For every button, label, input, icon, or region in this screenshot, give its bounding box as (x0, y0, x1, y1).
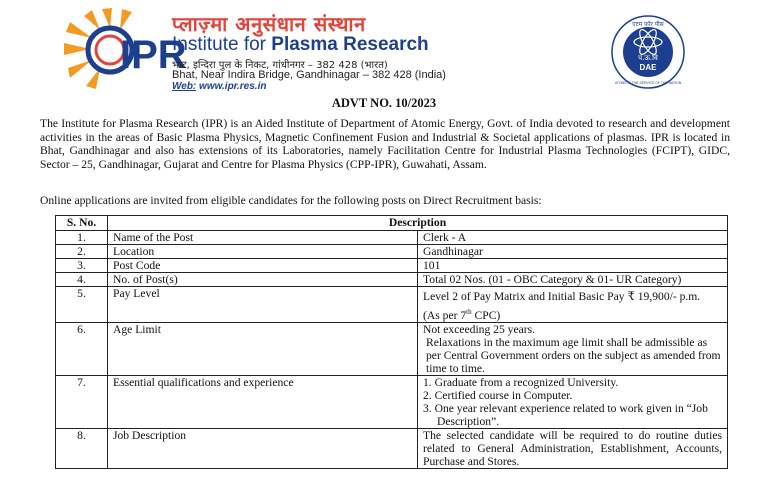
row-number: 1. (56, 231, 108, 245)
table-row (56, 245, 728, 259)
table-row (56, 273, 728, 287)
table-row (56, 287, 728, 323)
row-number: 6. (56, 322, 108, 375)
table-header-row (56, 216, 728, 231)
website-label: Web: (172, 81, 197, 92)
row-value: The selected candidate will be required to do routine duties related to General Administration, Establishment, Accounts, Purchase and Stores. (418, 428, 728, 468)
cpc-prefix: (As per 7 (423, 308, 467, 322)
row-number: 8. (56, 428, 108, 468)
list-item: 3. One year relevant experience related to work given in “Job Description”. (423, 401, 708, 428)
cpc-suffix: CPC) (471, 308, 501, 322)
intro-paragraph: The Institute for Plasma Research (IPR) is an Aided Institute of Department of Atomic Energy, Govt. of India devoted to research and development activities in the areas of Basic Plasma Physics, Magnetic Confinement Fusion and Industrial & Societal applications of plasmas. IPR is located in Bhat, Gandhinagar and also has extensions of its Laboratories, namely Facilitation Centre for Industrial Plasma Technologies (FCIPT), GIDC, Sector – 25, Gandhinagar, Gujarat and Centre for Plasma Physics (CPP-IPR), Guwahati, Assam. (40, 117, 730, 171)
address-english: Bhat, Near Indira Bridge, Gandhinagar – 382 428 (India) (172, 69, 446, 81)
header-sno: S. No. (56, 216, 108, 231)
age-relaxation: Relaxations in the maximum age limit shall be admissible as per Central Government orders on the subject as amended from time to time. (426, 335, 721, 375)
website-url[interactable]: www.ipr.res.in (196, 81, 267, 92)
table-row (56, 428, 728, 468)
row-value (418, 322, 728, 375)
row-label: Location (108, 245, 418, 259)
row-value (418, 287, 728, 323)
dae-top-text: एटम फॉर पीस (632, 21, 664, 28)
row-label: Age Limit (108, 322, 418, 375)
table-row (56, 375, 728, 428)
list-item: 2. Certified course in Computer. (423, 388, 573, 402)
english-name-prefix: Institute for (172, 34, 272, 55)
recruitment-table (55, 215, 728, 469)
row-number: 2. (56, 245, 108, 259)
list-item: 1. Graduate from a recognized University. (423, 375, 619, 389)
english-name-emphasis: Plasma Research (271, 34, 429, 55)
cpc-line (423, 306, 722, 322)
row-label: Job Description (108, 428, 418, 468)
letterhead (0, 0, 768, 96)
cpc-superscript: th (466, 308, 472, 316)
row-label: Post Code (108, 259, 418, 273)
row-value (418, 375, 728, 428)
dae-hindi-abbr: प.ऊ.वि (638, 54, 658, 62)
row-label: No. of Post(s) (108, 273, 418, 287)
row-value: Total 02 Nos. (01 - OBC Category & 01- UR Category) (418, 273, 728, 287)
ipr-logo (60, 8, 187, 90)
hindi-institute-name: प्लाज़्मा अनुसंधान संस्थान (172, 12, 366, 36)
row-value: Gandhinagar (418, 245, 728, 259)
address-hindi: भाट, इन्दिरा पुल के निकट, गांधीनगर – 382 428 (भारत) (172, 60, 388, 71)
row-value: 101 (418, 259, 728, 273)
dae-motto: ATOMS IN THE SERVICE OF THE NATION (614, 81, 682, 85)
row-label: Name of the Post (108, 231, 418, 245)
row-value: Clerk - A (418, 231, 728, 245)
row-number: 7. (56, 375, 108, 428)
row-number: 5. (56, 287, 108, 323)
table-row (56, 322, 728, 375)
pay-level-line: Level 2 of Pay Matrix and Initial Basic Pay ₹ 19,900/- p.m. (423, 290, 701, 303)
row-number: 4. (56, 273, 108, 287)
row-label: Pay Level (108, 287, 418, 323)
age-limit-line: Not exceeding 25 years. (423, 322, 536, 336)
row-label: Essential qualifications and experience (108, 375, 418, 428)
online-applications-line: Online applications are invited from eligible candidates for the following posts on Direct Recruitment basis: (40, 194, 542, 207)
header-description: Description (108, 216, 728, 231)
table-row (56, 259, 728, 273)
dae-logo (610, 14, 686, 90)
row-number: 3. (56, 259, 108, 273)
dae-abbr: DAE (639, 63, 657, 72)
advertisement-number: ADVT NO. 10/2023 (331, 96, 437, 110)
table-row (56, 231, 728, 245)
english-institute-name (172, 34, 429, 56)
website[interactable] (172, 81, 266, 92)
ipr-logo-letters: IPR (120, 33, 187, 77)
